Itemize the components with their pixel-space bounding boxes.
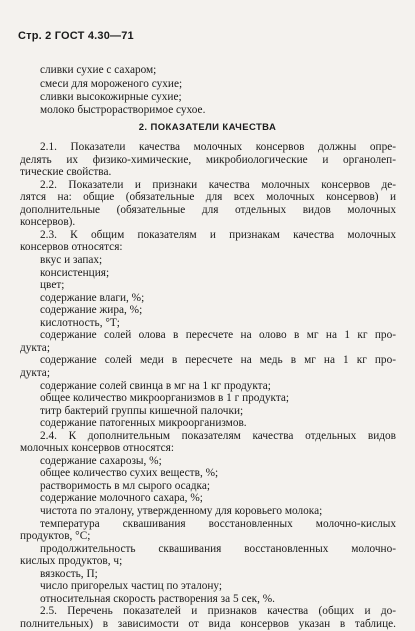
text-line: температура сквашивания восстановленных молочно-кислых [40,517,396,530]
text-line: содержание солей меди в пересчете на медь в мг на 1 кг про- [40,354,396,367]
text-line: продуктов, °С; [20,530,91,542]
text-line: общее количество сухих веществ, %; [40,467,219,480]
text-line: 2.1. Показатели качества молочных консервов должны опре- [40,141,396,153]
intro-list-item: сливки сухие с сахаром; [40,64,157,76]
text-line: относительная скорость растворения за 5 сек, %. [40,592,275,605]
text-line: консистенция; [40,266,110,279]
text-line: кислотность, °Т; [40,316,120,329]
text-line: консервов относятся: [20,241,123,254]
intro-list-item: сливки высокожирные сухие; [40,91,182,103]
text-line: 2.3. К общим показателям и признакам качества молочных [40,228,396,241]
text-line: молочных консервов относятся: [20,442,174,455]
text-line: дукта; [20,366,50,379]
text-line: полнительных) в зависимости от вида консервов указан в таблице. [20,617,396,630]
text-line: содержание солей олова в пересчете на олово в мг на 1 кг про- [40,329,396,342]
text-line: тические свойства. [20,166,112,179]
text-line: число пригорелых частиц по эталону; [40,580,223,593]
text-line: содержание жира, %; [40,304,143,317]
text-line: содержание патогенных микроорганизмов. [40,417,247,430]
text-line: консервов). [20,216,76,229]
intro-list-item: смеси для мороженого сухие; [40,78,183,90]
text-line: чистота по эталону, утвержденному для коровьего молока; [40,505,323,517]
text-line: растворимость в мл сырого осадка; [40,479,211,492]
intro-list-item: молоко быстрорастворимое сухое. [40,104,206,116]
text-line: содержание солей свинца в мг на 1 кг продукта; [40,379,271,392]
text-line: 2.2. Показатели и признаки качества молочных консервов де- [40,178,396,191]
text-line: лятся на: общие (обязательные для всех молочных консервов) и [20,191,396,204]
text-line: дополнительные (обязательные для отдельных видов молочных [20,203,396,216]
text-line: продолжительность сквашивания восстановленных молочно- [40,542,396,555]
text-line: содержание сахарозы, %; [40,454,162,467]
text-line: дукта; [20,341,50,354]
text-line: общее количество микроорганизмов в 1 г продукта; [40,392,290,404]
text-line: содержание молочного сахара, %; [40,492,203,505]
text-line: цвет; [40,279,65,292]
text-line: 2.4. К дополнительным показателям качества отдельных видов [40,429,396,442]
text-line: вкус и запах; [40,253,103,266]
text-line: содержание влаги, %; [40,291,145,304]
text-line: титр бактерий группы кишечной палочки; [40,404,244,417]
text-line: делять их физико-химические, микробиологические и органолеп- [20,153,396,166]
page-header: Стр. 2 ГОСТ 4.30—71 [18,30,134,42]
text-line: кислых продуктов, ч; [20,555,123,568]
text-line: вязкость, П; [40,567,98,580]
section-title: 2. ПОКАЗАТЕЛИ КАЧЕСТВА [138,122,277,133]
text-line: 2.5. Перечень показателей и признаков качества (общих и до- [40,605,396,618]
